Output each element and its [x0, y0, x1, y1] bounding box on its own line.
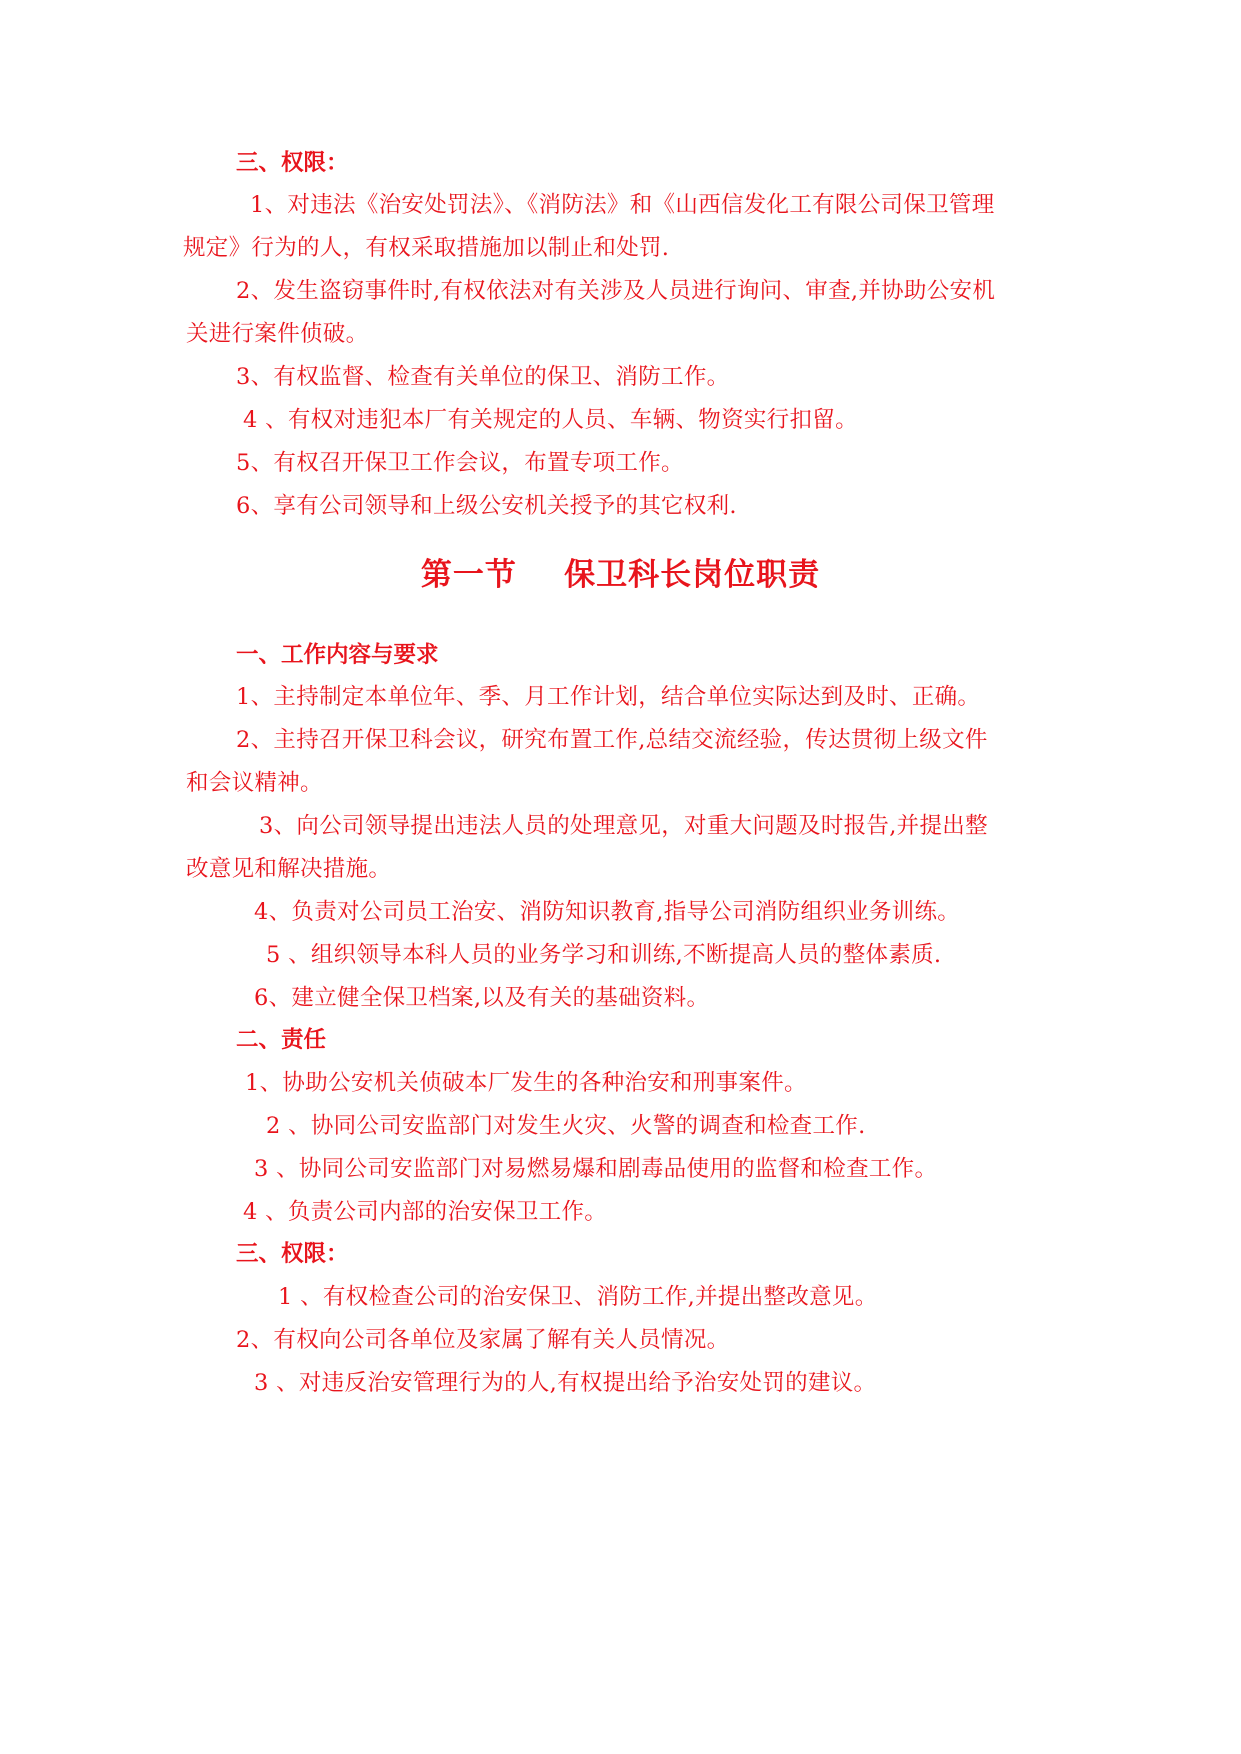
- paragraph-line: 6、享有公司领导和上级公安机关授予的其它权利.: [236, 493, 737, 519]
- heading-authority-2: 三、权限：: [236, 1241, 349, 1267]
- paragraph-line: 关进行案件侦破。: [186, 321, 369, 347]
- paragraph-line: 6、建立健全保卫档案,以及有关的基础资料。: [254, 985, 710, 1011]
- paragraph-line: 2、主持召开保卫科会议，研究布置工作,总结交流经验，传达贯彻上级文件: [236, 727, 988, 753]
- section-title: 第一节 保卫科长岗位职责: [420, 557, 821, 593]
- heading-work-content: 一、工作内容与要求: [236, 642, 439, 668]
- paragraph-line: 3、向公司领导提出违法人员的处理意见，对重大问题及时报告,并提出整: [259, 813, 988, 839]
- paragraph-line: 1、对违法《治安处罚法》、《消防法》和《山西信发化工有限公司保卫管理: [250, 192, 995, 218]
- paragraph-line: 2、发生盗窃事件时,有权依法对有关涉及人员进行询问、审查,并协助公安机: [236, 278, 996, 304]
- paragraph-line: 1、主持制定本单位年、季、月工作计划，结合单位实际达到及时、正确。: [236, 684, 981, 710]
- paragraph-line: 1、协助公安机关侦破本厂发生的各种治安和刑事案件。: [245, 1070, 807, 1096]
- paragraph-line: 3、有权监督、检查有关单位的保卫、消防工作。: [236, 364, 730, 390]
- paragraph-line: 5 、组织领导本科人员的业务学习和训练,不断提高人员的整体素质.: [266, 942, 942, 968]
- paragraph-line: 改意见和解决措施。: [186, 856, 392, 882]
- heading-authority: 三、权限：: [236, 150, 349, 176]
- paragraph-line: 4 、负责公司内部的治安保卫工作。: [243, 1199, 608, 1225]
- paragraph-line: 2、有权向公司各单位及家属了解有关人员情况。: [236, 1327, 730, 1353]
- paragraph-line: 4、负责对公司员工治安、消防知识教育,指导公司消防组织业务训练。: [254, 899, 961, 925]
- heading-responsibility: 二、责任: [236, 1027, 327, 1053]
- paragraph-line: 2 、协同公司安监部门对发生火灾、火警的调查和检查工作.: [266, 1113, 866, 1139]
- paragraph-line: 4 、有权对违犯本厂有关规定的人员、车辆、物资实行扣留。: [243, 407, 858, 433]
- paragraph-line: 3 、协同公司安监部门对易燃易爆和剧毒品使用的监督和检查工作。: [254, 1156, 938, 1182]
- paragraph-line: 5、有权召开保卫工作会议，布置专项工作。: [236, 450, 684, 476]
- paragraph-line: 规定》行为的人，有权采取措施加以制止和处罚.: [183, 235, 670, 261]
- paragraph-line: 3 、对违反治安管理行为的人,有权提出给予治安处罚的建议。: [254, 1370, 877, 1396]
- paragraph-line: 和会议精神。: [186, 770, 323, 796]
- paragraph-line: 1 、有权检查公司的治安保卫、消防工作,并提出整改意见。: [278, 1284, 878, 1310]
